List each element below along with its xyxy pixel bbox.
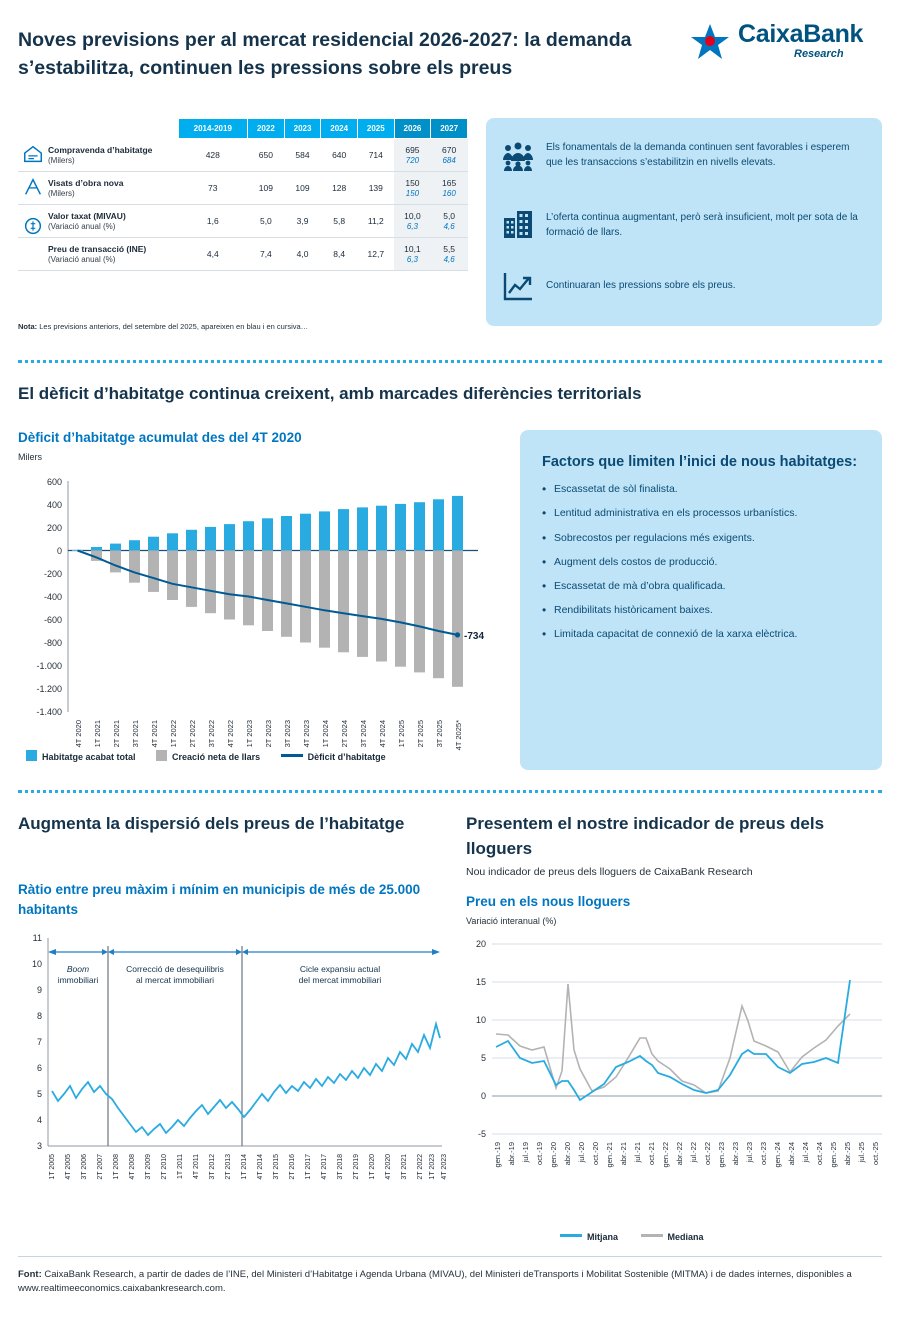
svg-text:al mercat immobiliari: al mercat immobiliari xyxy=(136,975,214,985)
table-note xyxy=(18,322,478,331)
legend-item-llars xyxy=(156,750,260,762)
rent-price-chart xyxy=(458,930,890,1220)
svg-text:3T 2018: 3T 2018 xyxy=(337,1154,344,1180)
svg-text:3T 2024: 3T 2024 xyxy=(359,720,368,748)
svg-text:Correcció de desequilibris: Correcció de desequilibris xyxy=(126,964,224,974)
svg-text:-734: -734 xyxy=(464,631,485,642)
svg-text:4T 2017: 4T 2017 xyxy=(321,1154,328,1180)
cell-value: 584 xyxy=(284,139,321,172)
cell-value: 3,9 xyxy=(284,205,321,238)
crane-icon xyxy=(22,176,44,198)
svg-text:7: 7 xyxy=(36,1037,42,1047)
highlights-panel xyxy=(486,118,882,326)
cell-value-2027 xyxy=(431,238,468,271)
svg-text:4T 2005: 4T 2005 xyxy=(65,1154,72,1180)
section2-heading: El dèficit d’habitatge continua creixent, amb marcades diferències territorials xyxy=(18,384,642,403)
cell-value-2026 xyxy=(394,172,431,205)
divider-1 xyxy=(18,360,882,363)
cell-value-2026 xyxy=(394,238,431,271)
table-row xyxy=(18,139,468,172)
cell-value-2027 xyxy=(431,172,468,205)
svg-text:4T 2023: 4T 2023 xyxy=(302,720,311,748)
svg-text:2T 2007: 2T 2007 xyxy=(97,1154,104,1180)
row-sublabel: (Milers) xyxy=(48,155,75,165)
svg-text:4T 2025*: 4T 2025* xyxy=(454,720,463,751)
svg-text:3T 2012: 3T 2012 xyxy=(209,1154,216,1180)
table-header-row xyxy=(18,119,468,139)
svg-text:abr.-21: abr.-21 xyxy=(619,1142,628,1166)
house-transaction-icon xyxy=(22,143,44,165)
cell-value: 714 xyxy=(357,139,394,172)
svg-text:1T 2023: 1T 2023 xyxy=(245,720,254,748)
row-label-cell xyxy=(18,238,178,271)
svg-text:1T 2005: 1T 2005 xyxy=(49,1154,56,1180)
cell-value: 4,0 xyxy=(284,238,321,271)
svg-text:-1.000: -1.000 xyxy=(36,661,62,671)
svg-text:-600: -600 xyxy=(43,615,62,625)
list-item: • Sobrecostos per regulacions més exigents. xyxy=(554,531,862,545)
svg-text:4: 4 xyxy=(36,1115,42,1125)
svg-text:jul.-21: jul.-21 xyxy=(633,1142,642,1163)
cell-current: 10,0 xyxy=(404,211,421,221)
svg-text:200: 200 xyxy=(46,523,62,533)
svg-text:5: 5 xyxy=(480,1053,486,1063)
svg-text:gen.-24: gen.-24 xyxy=(773,1142,782,1168)
cell-value-2027 xyxy=(431,205,468,238)
deficit-chart xyxy=(18,470,488,760)
rent-chart-legend xyxy=(560,1232,724,1242)
cell-previous: 160 xyxy=(442,189,456,198)
cell-current: 5,0 xyxy=(443,211,456,221)
legend-swatch-gray xyxy=(156,750,167,761)
svg-text:4T 2022: 4T 2022 xyxy=(226,720,235,748)
svg-text:4T 2020: 4T 2020 xyxy=(74,720,83,748)
table-row xyxy=(18,205,468,238)
legend-line-blue xyxy=(560,1234,582,1237)
row-label-cell xyxy=(18,139,178,172)
svg-text:3T 2009: 3T 2009 xyxy=(145,1154,152,1180)
svg-text:4T 2020: 4T 2020 xyxy=(385,1154,392,1180)
legend-item-mitjana xyxy=(560,1232,618,1242)
cell-value: 109 xyxy=(248,172,285,205)
legend-label: Dèficit d’habitatge xyxy=(307,752,386,762)
legend-item-habitatge xyxy=(26,750,136,762)
list-item: • Lentitud administrativa en els processos urbanístics. xyxy=(554,506,862,520)
row-label: Preu de transacció (INE) xyxy=(48,244,147,254)
svg-text:1T 2022: 1T 2022 xyxy=(169,720,178,748)
svg-text:abr.-19: abr.-19 xyxy=(507,1142,516,1166)
legend-item-mediana xyxy=(641,1232,704,1242)
svg-text:gen.-23: gen.-23 xyxy=(717,1142,726,1168)
cell-value: 640 xyxy=(321,139,358,172)
header xyxy=(0,0,900,100)
cell-value: 5,8 xyxy=(321,205,358,238)
svg-text:4T 2014: 4T 2014 xyxy=(257,1154,264,1180)
list-item: • Augment dels costos de producció. xyxy=(554,555,862,569)
svg-text:immobiliari: immobiliari xyxy=(57,975,99,985)
cell-current: 10,1 xyxy=(404,244,421,254)
svg-text:-1.200: -1.200 xyxy=(36,684,62,694)
cell-current: 5,5 xyxy=(443,244,456,254)
svg-text:2T 2024: 2T 2024 xyxy=(340,720,349,748)
highlight-text-2: L’oferta continua augmentant, però serà insuficient, molt per sota de la formació de llars. xyxy=(546,212,858,238)
cell-value: 12,7 xyxy=(357,238,394,271)
star-icon xyxy=(690,24,730,60)
legend-line-darkblue xyxy=(281,754,303,757)
svg-text:jul.-19: jul.-19 xyxy=(521,1142,530,1163)
cell-value: 5,0 xyxy=(248,205,285,238)
svg-text:400: 400 xyxy=(46,500,62,510)
svg-text:3T 2021: 3T 2021 xyxy=(401,1154,408,1180)
cell-value: 7,4 xyxy=(248,238,285,271)
svg-text:2T 2023: 2T 2023 xyxy=(264,720,273,748)
cell-value: 73 xyxy=(178,172,248,205)
footer-rule xyxy=(18,1256,882,1257)
svg-text:abr.-25: abr.-25 xyxy=(843,1142,852,1166)
cell-value: 4,4 xyxy=(178,238,248,271)
svg-text:gen.-22: gen.-22 xyxy=(661,1142,670,1168)
svg-text:4T 2008: 4T 2008 xyxy=(129,1154,136,1180)
table-row xyxy=(18,238,468,271)
svg-text:-200: -200 xyxy=(43,569,62,579)
svg-text:8: 8 xyxy=(36,1011,42,1021)
cell-current: 150 xyxy=(405,178,420,188)
cell-value: 650 xyxy=(248,139,285,172)
svg-text:2T 2013: 2T 2013 xyxy=(225,1154,232,1180)
logo-wordmark: CaixaBank xyxy=(738,20,864,48)
svg-text:5: 5 xyxy=(36,1089,42,1099)
cell-previous: 4,6 xyxy=(443,222,455,231)
svg-text:10: 10 xyxy=(31,959,42,969)
list-item: • Escassetat de sòl finalista. xyxy=(554,482,862,496)
deficit-chart-svg xyxy=(18,470,488,760)
cell-current: 165 xyxy=(442,178,457,188)
svg-text:-400: -400 xyxy=(43,592,62,602)
factors-panel-title: Factors que limiten l’inici de nous habitatges: xyxy=(542,454,858,470)
cell-value-2027 xyxy=(431,139,468,172)
th-2027: 2027 xyxy=(431,119,468,139)
cell-previous: 150 xyxy=(405,189,420,198)
cell-value: 128 xyxy=(321,172,358,205)
svg-text:oct.-25: oct.-25 xyxy=(871,1142,880,1165)
legend-swatch-blue xyxy=(26,750,37,761)
cell-value: 428 xyxy=(178,139,248,172)
svg-text:jul.-24: jul.-24 xyxy=(801,1142,810,1163)
row-label: Valor taxat (MIVAU) xyxy=(48,211,126,221)
page-title: Noves previsions per al mercat residencial 2026-2027: la demanda s’estabilitza, continuen les pressions sobre els preus xyxy=(18,29,632,80)
svg-text:2T 2022: 2T 2022 xyxy=(417,1154,424,1180)
svg-text:oct.-23: oct.-23 xyxy=(759,1142,768,1165)
svg-text:jul.-25: jul.-25 xyxy=(857,1142,866,1163)
svg-text:2T 2019: 2T 2019 xyxy=(353,1154,360,1180)
ratio-chart-svg xyxy=(10,928,450,1208)
svg-text:gen.-19: gen.-19 xyxy=(493,1142,502,1168)
chart2-unit-label: Milers xyxy=(18,452,42,462)
row-label-cell xyxy=(18,205,178,238)
th-2025: 2025 xyxy=(357,119,394,139)
svg-text:10: 10 xyxy=(475,1015,486,1025)
svg-text:0: 0 xyxy=(480,1091,486,1101)
svg-text:3T 2006: 3T 2006 xyxy=(81,1154,88,1180)
th-2022: 2022 xyxy=(248,119,285,139)
svg-text:-5: -5 xyxy=(477,1129,486,1139)
svg-text:jul.-23: jul.-23 xyxy=(745,1142,754,1163)
cell-value: 8,4 xyxy=(321,238,358,271)
th-2023: 2023 xyxy=(284,119,321,139)
footer-source xyxy=(18,1268,878,1296)
svg-text:1T 2024: 1T 2024 xyxy=(321,720,330,748)
row-label: Compravenda d’habitatge xyxy=(48,144,153,155)
row-label-cell xyxy=(18,172,178,205)
caixabank-logo xyxy=(682,18,882,66)
section3-right-subheading: Preu en els nous lloguers xyxy=(466,894,631,909)
svg-text:3T 2025: 3T 2025 xyxy=(435,720,444,748)
price-icon xyxy=(22,215,44,237)
highlight-text-1: Els fonamentals de la demanda continuen sent favorables i esperem que les transaccions s’estabilitzin en nivells elevats. xyxy=(546,142,850,168)
svg-text:abr.-24: abr.-24 xyxy=(787,1142,796,1166)
svg-text:0: 0 xyxy=(56,546,62,556)
svg-text:oct.-22: oct.-22 xyxy=(703,1142,712,1165)
list-item: • Escassetat de mà d’obra qualificada. xyxy=(554,579,862,593)
th-2026: 2026 xyxy=(394,119,431,139)
note-bold: Nota: xyxy=(18,322,38,331)
svg-text:oct.-20: oct.-20 xyxy=(591,1142,600,1165)
svg-text:1T 2023: 1T 2023 xyxy=(429,1154,436,1180)
svg-text:600: 600 xyxy=(46,477,62,487)
svg-text:1T 2020: 1T 2020 xyxy=(369,1154,376,1180)
svg-text:1T 2017: 1T 2017 xyxy=(305,1154,312,1180)
cell-previous: 6,3 xyxy=(406,255,418,264)
svg-text:abr.-23: abr.-23 xyxy=(731,1142,740,1166)
footer-text: CaixaBank Research, a partir de dades de l’INE, del Ministeri d’Habitatge i Agenda Urbana (MIVAU), del Ministeri deTransports i Mobilitat Sostenible (MITMA) i de dades internes, disponibles a www.realtimeeconomics.caixabankresearch.com. xyxy=(18,1269,852,1294)
svg-text:11: 11 xyxy=(32,933,42,943)
section2-subheading: Dèficit d’habitatge acumulat des del 4T 2020 xyxy=(18,430,302,445)
svg-text:del mercat immobiliari: del mercat immobiliari xyxy=(298,975,382,985)
svg-text:6: 6 xyxy=(36,1063,42,1073)
cell-previous: 4,6 xyxy=(443,255,455,264)
legend-label: Habitatge acabat total xyxy=(42,752,136,762)
cell-previous: 684 xyxy=(442,156,456,165)
forecast-table-wrap xyxy=(18,118,468,271)
trend-up-icon xyxy=(502,270,534,302)
svg-text:1T 2011: 1T 2011 xyxy=(177,1154,184,1180)
svg-text:Boom: Boom xyxy=(66,964,90,974)
th-2024: 2024 xyxy=(321,119,358,139)
rent-price-chart-svg xyxy=(458,930,890,1220)
section3-right-heading: Presentem el nostre indicador de preus dels lloguers xyxy=(466,814,825,858)
svg-text:9: 9 xyxy=(36,985,42,995)
legend-label: Mitjana xyxy=(587,1232,619,1242)
divider-2 xyxy=(18,790,882,793)
logo-subtitle: Research xyxy=(794,48,844,60)
svg-text:-800: -800 xyxy=(43,638,62,648)
section3-right-unit: Variació interanual (%) xyxy=(466,916,557,926)
footer-bold: Font: xyxy=(18,1269,42,1280)
people-group-icon xyxy=(502,140,534,172)
ratio-chart xyxy=(10,928,450,1208)
section3-left-subheading: Ràtio entre preu màxim i mínim en municipis de més de 25.000 habitants xyxy=(18,882,421,918)
legend-item-deficit xyxy=(281,752,386,762)
row-sublabel: (Milers) xyxy=(48,189,75,198)
svg-text:oct.-24: oct.-24 xyxy=(815,1142,824,1165)
highlight-text-3: Continuaran les pressions sobre els preus. xyxy=(546,280,736,291)
cell-previous: 720 xyxy=(405,156,420,165)
cell-value: 109 xyxy=(284,172,321,205)
section3-right-subtext: Nou indicador de preus dels lloguers de CaixaBank Research xyxy=(466,866,753,878)
legend-label: Mediana xyxy=(667,1232,704,1242)
svg-text:2T 2022: 2T 2022 xyxy=(188,720,197,748)
cell-value-2026 xyxy=(394,139,431,172)
svg-text:4T 2011: 4T 2011 xyxy=(193,1154,200,1180)
svg-text:-1.400: -1.400 xyxy=(36,707,62,717)
svg-text:abr.-20: abr.-20 xyxy=(563,1142,572,1166)
th-blank xyxy=(18,119,178,139)
legend-label: Creació neta de llars xyxy=(172,752,261,762)
forecast-table xyxy=(18,118,468,271)
svg-text:3T 2015: 3T 2015 xyxy=(273,1154,280,1180)
section3-left-heading: Augmenta la dispersió dels preus de l’habitatge xyxy=(18,814,405,833)
svg-text:oct.-21: oct.-21 xyxy=(647,1142,656,1165)
factors-panel xyxy=(520,430,882,770)
svg-text:2T 2016: 2T 2016 xyxy=(289,1154,296,1180)
row-sublabel: (Variació anual (%) xyxy=(48,222,116,231)
svg-text:gen.-20: gen.-20 xyxy=(549,1142,558,1168)
svg-text:jul.-20: jul.-20 xyxy=(577,1142,586,1163)
cell-value: 1,6 xyxy=(178,205,248,238)
svg-text:1T 2021: 1T 2021 xyxy=(93,720,102,748)
deficit-chart-legend xyxy=(26,750,404,762)
cell-previous: 6,3 xyxy=(406,222,418,231)
factors-list xyxy=(520,482,882,641)
th-2014-2019: 2014-2019 xyxy=(178,119,248,139)
cell-value-2026 xyxy=(394,205,431,238)
buildings-icon xyxy=(502,208,534,240)
svg-text:4T 2023: 4T 2023 xyxy=(441,1154,448,1180)
svg-text:1T 2014: 1T 2014 xyxy=(241,1154,248,1180)
list-item: • Limitada capacitat de connexió de la xarxa elèctrica. xyxy=(554,627,862,641)
svg-text:4T 2021: 4T 2021 xyxy=(150,720,159,748)
svg-text:gen.-21: gen.-21 xyxy=(605,1142,614,1168)
svg-text:2T 2025: 2T 2025 xyxy=(416,720,425,748)
svg-text:3T 2021: 3T 2021 xyxy=(131,720,140,748)
cell-current: 670 xyxy=(442,145,457,155)
svg-text:3T 2022: 3T 2022 xyxy=(207,720,216,748)
row-sublabel: (Variació anual (%) xyxy=(48,255,116,264)
svg-text:2T 2021: 2T 2021 xyxy=(112,720,121,748)
svg-text:4T 2024: 4T 2024 xyxy=(378,720,387,748)
svg-text:oct.-19: oct.-19 xyxy=(535,1142,544,1165)
svg-text:20: 20 xyxy=(475,939,486,949)
legend-line-gray xyxy=(641,1234,663,1237)
svg-text:3T 2023: 3T 2023 xyxy=(283,720,292,748)
cell-value: 139 xyxy=(357,172,394,205)
list-item: • Rendibilitats històricament baixes. xyxy=(554,603,862,617)
svg-text:jul.-22: jul.-22 xyxy=(689,1142,698,1163)
cell-current: 695 xyxy=(405,145,420,155)
svg-text:2T 2010: 2T 2010 xyxy=(161,1154,168,1180)
note-text: Les previsions anteriors, del setembre del 2025, apareixen en blau i en cursiva… xyxy=(37,322,309,331)
svg-text:Cicle expansiu actual: Cicle expansiu actual xyxy=(299,964,381,974)
row-label: Visats d’obra nova xyxy=(48,178,124,188)
cell-value: 11,2 xyxy=(357,205,394,238)
svg-text:gen.-25: gen.-25 xyxy=(829,1142,838,1168)
svg-text:1T 2025: 1T 2025 xyxy=(397,720,406,748)
table-row xyxy=(18,172,468,205)
svg-text:1T 2008: 1T 2008 xyxy=(113,1154,120,1180)
svg-text:abr.-22: abr.-22 xyxy=(675,1142,684,1166)
svg-text:3: 3 xyxy=(36,1141,42,1151)
svg-text:15: 15 xyxy=(475,977,486,987)
